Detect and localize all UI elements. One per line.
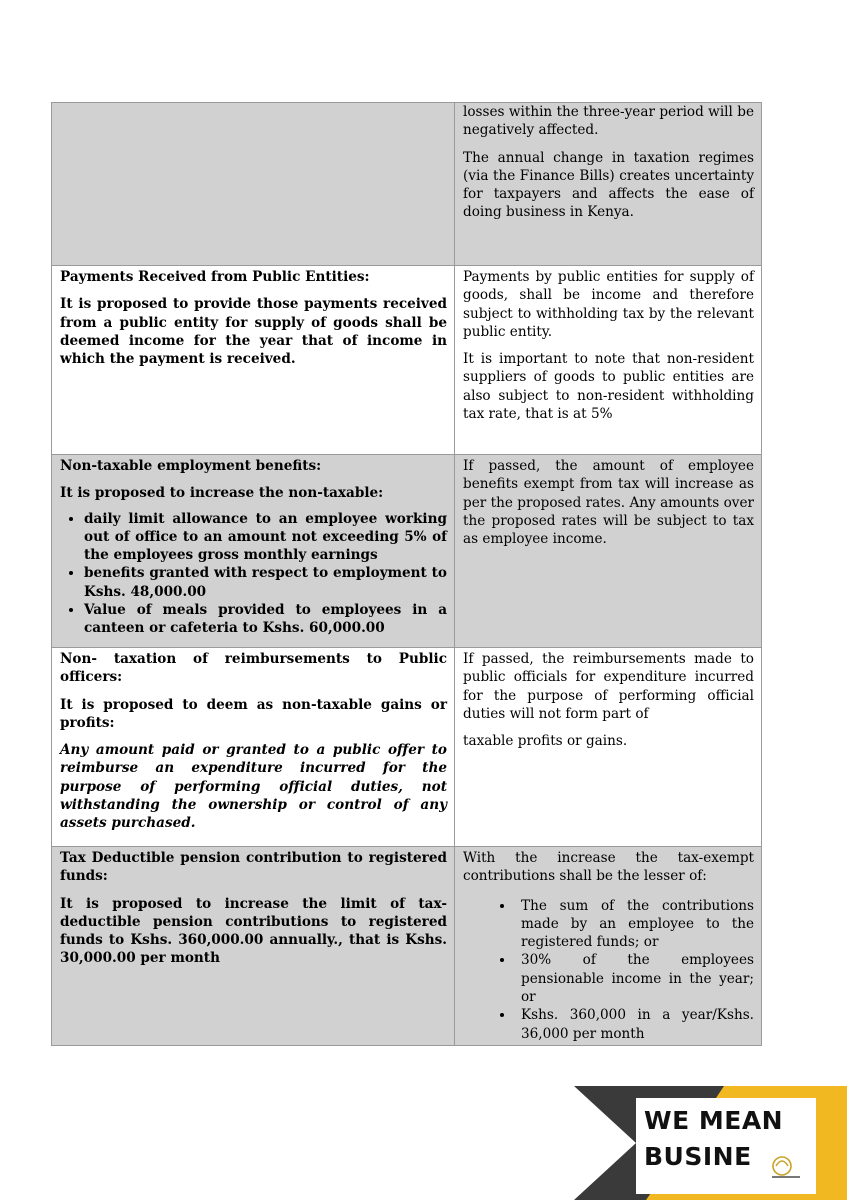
list-item: • The sum of the contributions made by an employee to the registered funds; or bbox=[515, 897, 754, 952]
impact-cell bbox=[455, 648, 762, 847]
table-row bbox=[52, 455, 762, 648]
proposal-title: Payments Received from Public Entities: bbox=[60, 269, 370, 285]
list-item: • daily limit allowance to an employee working out of office to an amount not exceeding 5% of the employees gross monthly earnings bbox=[84, 510, 447, 565]
impact-paragraph: With the increase the tax-exempt contributions shall be the lesser of: bbox=[463, 850, 754, 885]
proposal-cell bbox=[52, 266, 455, 455]
proposal-cell bbox=[52, 455, 455, 648]
proposal-text: It is proposed to deem as non-taxable gains or profits: bbox=[60, 696, 447, 731]
proposal-title: Tax Deductible pension contribution to registered funds: bbox=[60, 850, 447, 885]
table-row bbox=[52, 266, 762, 455]
impact-paragraph: The annual change in taxation regimes (via the Finance Bills) creates uncertainty for taxpayers and affects the ease of doing business in Kenya. bbox=[463, 149, 754, 221]
table-row bbox=[52, 648, 762, 847]
proposal-cell bbox=[52, 648, 455, 847]
logo-line-2: BUSINE bbox=[644, 1142, 752, 1171]
list-item: • Kshs. 360,000 in a year/Kshs. 36,000 per month bbox=[515, 1006, 754, 1043]
benefits-list bbox=[60, 510, 447, 638]
proposal-cell bbox=[52, 103, 455, 266]
proposal-italic-text: Any amount paid or granted to a public offer to reimburse an expenditure incurred for the purpose of performing official duties, not withstanding the ownership or control of any assets purchased. bbox=[60, 742, 447, 832]
impact-paragraph: It is important to note that non-resident suppliers of goods to public entities are also subject to non-resident withholding tax rate, that is at 5% bbox=[463, 351, 754, 423]
proposal-text: It is proposed to provide those payments received from a public entity for supply of goods shall be deemed income for the year that of income in which the payment is received. bbox=[60, 296, 447, 368]
impact-paragraph: taxable profits or gains. bbox=[463, 733, 628, 750]
finance-bill-analysis-table bbox=[51, 102, 762, 1046]
logo-line-1: WE MEAN bbox=[644, 1106, 784, 1135]
proposal-cell bbox=[52, 847, 455, 1046]
exempt-contributions-list bbox=[463, 897, 754, 1043]
table-row bbox=[52, 847, 762, 1046]
impact-cell bbox=[455, 847, 762, 1046]
impact-paragraph: losses within the three-year period will be negatively affected. bbox=[463, 104, 754, 139]
brand-banner bbox=[574, 1086, 847, 1200]
list-item: • 30% of the employees pensionable income in the year; or bbox=[515, 951, 754, 1006]
proposal-text: It is proposed to increase the non-taxable: bbox=[60, 485, 384, 502]
impact-paragraph: If passed, the reimbursements made to public officials for expenditure incurred for the purpose of performing official duties will not form part of bbox=[463, 651, 754, 722]
impact-paragraph: Payments by public entities for supply of goods, shall be income and therefore subject to withholding tax by the relevant public entity. bbox=[463, 269, 754, 340]
table-row bbox=[52, 103, 762, 266]
list-item: • benefits granted with respect to employment to Kshs. 48,000.00 bbox=[84, 564, 447, 601]
impact-cell bbox=[455, 103, 762, 266]
list-item: • Value of meals provided to employees in a canteen or cafeteria to Kshs. 60,000.00 bbox=[84, 601, 447, 638]
proposal-text: It is proposed to increase the limit of tax-deductible pension contributions to registered funds to Kshs. 360,000.00 annually., that is Kshs. 30,000.00 per month bbox=[60, 895, 447, 967]
impact-cell bbox=[455, 266, 762, 455]
impact-cell bbox=[455, 455, 762, 648]
proposal-title: Non- taxation of reimbursements to Public officers: bbox=[60, 651, 447, 686]
impact-paragraph: If passed, the amount of employee benefits exempt from tax will increase as per the proposed rates. Any amounts over the proposed rates will be subject to tax as employee income. bbox=[463, 458, 754, 548]
proposal-title: Non-taxable employment benefits: bbox=[60, 458, 322, 474]
